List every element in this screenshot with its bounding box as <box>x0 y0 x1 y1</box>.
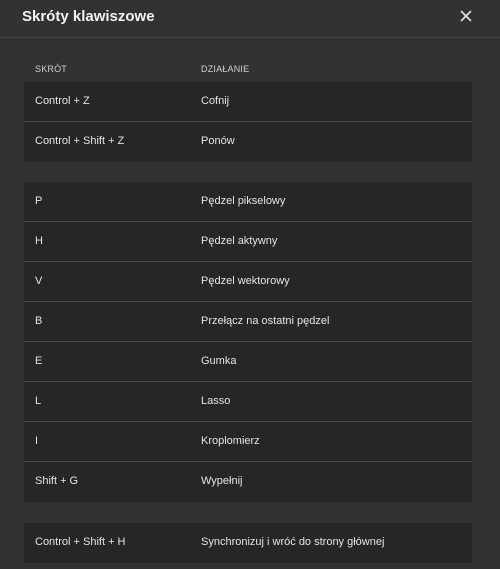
dialog-header <box>0 0 500 38</box>
table-row <box>24 222 472 262</box>
table-row <box>24 182 472 222</box>
column-header-action: DZIAŁANIE <box>201 64 250 74</box>
table-row <box>24 82 472 122</box>
column-header-shortcut: SKRÓT <box>35 64 68 74</box>
shortcut-action: Cofnij <box>201 95 230 107</box>
shortcut-action: Wypełnij <box>201 475 243 487</box>
table-row <box>24 302 472 342</box>
shortcut-keys: Control + Z <box>35 95 90 107</box>
shortcut-action: Kroplomierz <box>201 435 260 447</box>
shortcut-action: Pędzel pikselowy <box>201 195 286 207</box>
shortcut-keys: Control + Shift + H <box>35 536 126 548</box>
shortcut-action: Synchronizuj i wróć do strony głównej <box>201 536 385 548</box>
shortcut-action: Ponów <box>201 135 235 147</box>
shortcut-keys: V <box>35 275 43 287</box>
shortcut-action: Pędzel wektorowy <box>201 275 290 287</box>
table-row <box>24 462 472 502</box>
shortcut-action: Przełącz na ostatni pędzel <box>201 315 330 327</box>
dialog-title: Skróty klawiszowe <box>22 8 155 25</box>
shortcut-keys: Control + Shift + Z <box>35 135 125 147</box>
shortcut-group-sync <box>24 523 472 563</box>
table-row <box>24 122 472 162</box>
shortcut-keys: Shift + G <box>35 475 79 487</box>
shortcut-keys: B <box>35 315 43 327</box>
table-row <box>24 422 472 462</box>
table-row <box>24 523 472 563</box>
close-icon <box>456 6 476 26</box>
close-button[interactable] <box>456 6 476 26</box>
shortcut-keys: L <box>35 395 42 407</box>
table-row <box>24 262 472 302</box>
shortcut-keys: P <box>35 195 43 207</box>
shortcut-keys: I <box>35 435 39 447</box>
table-row <box>24 382 472 422</box>
shortcut-keys: E <box>35 355 43 367</box>
shortcut-group-tools <box>24 182 472 502</box>
shortcut-keys: H <box>35 235 43 247</box>
table-row <box>24 342 472 382</box>
shortcut-group-history <box>24 82 472 162</box>
shortcut-action: Pędzel aktywny <box>201 235 278 247</box>
shortcut-action: Lasso <box>201 395 231 407</box>
shortcut-action: Gumka <box>201 355 237 367</box>
